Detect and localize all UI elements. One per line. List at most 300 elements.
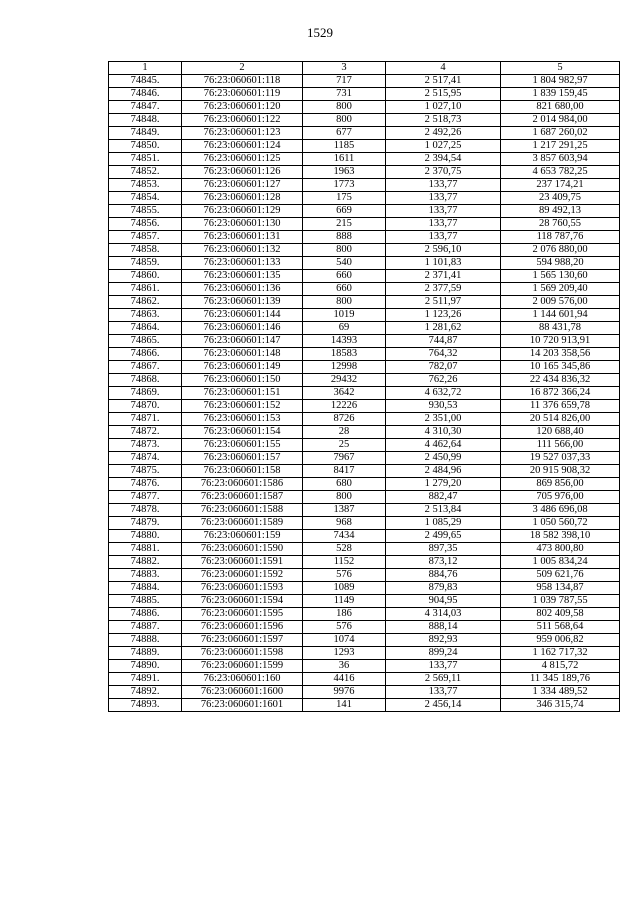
row-number-cell: 74889. bbox=[109, 647, 182, 660]
cadastral-number-cell: 76:23:060601:155 bbox=[182, 439, 303, 452]
row-number-cell: 74852. bbox=[109, 166, 182, 179]
area-cell: 1185 bbox=[303, 140, 386, 153]
cadastral-number-cell: 76:23:060601:136 bbox=[182, 283, 303, 296]
row-number-cell: 74848. bbox=[109, 114, 182, 127]
specific-value-cell: 2 450,99 bbox=[386, 452, 501, 465]
specific-value-cell: 2 596,10 bbox=[386, 244, 501, 257]
specific-value-cell: 133,77 bbox=[386, 179, 501, 192]
cadastral-value-cell: 118 787,76 bbox=[501, 231, 620, 244]
specific-value-cell: 879,83 bbox=[386, 582, 501, 595]
cadastral-number-cell: 76:23:060601:1589 bbox=[182, 517, 303, 530]
cadastral-value-cell: 28 760,55 bbox=[501, 218, 620, 231]
area-cell: 4416 bbox=[303, 673, 386, 686]
cadastral-value-cell: 1 839 159,45 bbox=[501, 88, 620, 101]
row-number-cell: 74858. bbox=[109, 244, 182, 257]
cadastral-number-cell: 76:23:060601:1593 bbox=[182, 582, 303, 595]
cadastral-number-cell: 76:23:060601:158 bbox=[182, 465, 303, 478]
table-row bbox=[109, 387, 620, 400]
area-cell: 3642 bbox=[303, 387, 386, 400]
cadastral-number-cell: 76:23:060601:131 bbox=[182, 231, 303, 244]
table-row bbox=[109, 88, 620, 101]
area-cell: 215 bbox=[303, 218, 386, 231]
row-number-cell: 74873. bbox=[109, 439, 182, 452]
specific-value-cell: 744,87 bbox=[386, 335, 501, 348]
cadastral-number-cell: 76:23:060601:1597 bbox=[182, 634, 303, 647]
specific-value-cell: 1 027,10 bbox=[386, 101, 501, 114]
table-row bbox=[109, 556, 620, 569]
table-row bbox=[109, 543, 620, 556]
cadastral-value-cell: 3 486 696,08 bbox=[501, 504, 620, 517]
specific-value-cell: 2 377,59 bbox=[386, 283, 501, 296]
row-number-cell: 74850. bbox=[109, 140, 182, 153]
specific-value-cell: 2 569,11 bbox=[386, 673, 501, 686]
specific-value-cell: 2 456,14 bbox=[386, 699, 501, 712]
table-body bbox=[109, 75, 620, 712]
specific-value-cell: 4 632,72 bbox=[386, 387, 501, 400]
specific-value-cell: 904,95 bbox=[386, 595, 501, 608]
row-number-cell: 74864. bbox=[109, 322, 182, 335]
cadastral-number-cell: 76:23:060601:150 bbox=[182, 374, 303, 387]
table-row bbox=[109, 621, 620, 634]
specific-value-cell: 2 518,73 bbox=[386, 114, 501, 127]
row-number-cell: 74849. bbox=[109, 127, 182, 140]
cadastral-value-cell: 120 688,40 bbox=[501, 426, 620, 439]
table-row bbox=[109, 530, 620, 543]
area-cell: 680 bbox=[303, 478, 386, 491]
area-cell: 669 bbox=[303, 205, 386, 218]
table-row bbox=[109, 296, 620, 309]
cadastral-value-cell: 705 976,00 bbox=[501, 491, 620, 504]
area-cell: 14393 bbox=[303, 335, 386, 348]
cadastral-number-cell: 76:23:060601:122 bbox=[182, 114, 303, 127]
area-cell: 717 bbox=[303, 75, 386, 88]
table-row bbox=[109, 127, 620, 140]
area-cell: 660 bbox=[303, 270, 386, 283]
row-number-cell: 74862. bbox=[109, 296, 182, 309]
specific-value-cell: 4 462,64 bbox=[386, 439, 501, 452]
table-row bbox=[109, 452, 620, 465]
row-number-cell: 74888. bbox=[109, 634, 182, 647]
cadastral-number-cell: 76:23:060601:1587 bbox=[182, 491, 303, 504]
cadastral-number-cell: 76:23:060601:1590 bbox=[182, 543, 303, 556]
table-row bbox=[109, 478, 620, 491]
cadastral-value-cell: 958 134,87 bbox=[501, 582, 620, 595]
row-number-cell: 74847. bbox=[109, 101, 182, 114]
row-number-cell: 74879. bbox=[109, 517, 182, 530]
specific-value-cell: 1 281,62 bbox=[386, 322, 501, 335]
cadastral-value-cell: 18 582 398,10 bbox=[501, 530, 620, 543]
column-header: 2 bbox=[182, 62, 303, 75]
area-cell: 968 bbox=[303, 517, 386, 530]
area-cell: 800 bbox=[303, 114, 386, 127]
cadastral-number-cell: 76:23:060601:147 bbox=[182, 335, 303, 348]
specific-value-cell: 782,07 bbox=[386, 361, 501, 374]
area-cell: 7434 bbox=[303, 530, 386, 543]
cadastral-value-cell: 20 915 908,32 bbox=[501, 465, 620, 478]
cadastral-value-cell: 511 568,64 bbox=[501, 621, 620, 634]
table-row bbox=[109, 140, 620, 153]
specific-value-cell: 133,77 bbox=[386, 205, 501, 218]
area-cell: 576 bbox=[303, 621, 386, 634]
area-cell: 576 bbox=[303, 569, 386, 582]
table-row bbox=[109, 647, 620, 660]
area-cell: 12226 bbox=[303, 400, 386, 413]
cadastral-value-cell: 3 857 603,94 bbox=[501, 153, 620, 166]
cadastral-number-cell: 76:23:060601:1596 bbox=[182, 621, 303, 634]
specific-value-cell: 899,24 bbox=[386, 647, 501, 660]
row-number-cell: 74857. bbox=[109, 231, 182, 244]
cadastral-value-cell: 10 165 345,86 bbox=[501, 361, 620, 374]
specific-value-cell: 1 085,29 bbox=[386, 517, 501, 530]
row-number-cell: 74882. bbox=[109, 556, 182, 569]
area-cell: 8417 bbox=[303, 465, 386, 478]
area-cell: 69 bbox=[303, 322, 386, 335]
specific-value-cell: 764,32 bbox=[386, 348, 501, 361]
specific-value-cell: 4 314,03 bbox=[386, 608, 501, 621]
area-cell: 1963 bbox=[303, 166, 386, 179]
cadastral-number-cell: 76:23:060601:151 bbox=[182, 387, 303, 400]
cadastral-value-cell: 16 872 366,24 bbox=[501, 387, 620, 400]
area-cell: 175 bbox=[303, 192, 386, 205]
cadastral-number-cell: 76:23:060601:152 bbox=[182, 400, 303, 413]
table-row bbox=[109, 205, 620, 218]
table-row bbox=[109, 101, 620, 114]
row-number-cell: 74874. bbox=[109, 452, 182, 465]
specific-value-cell: 2 499,65 bbox=[386, 530, 501, 543]
area-cell: 36 bbox=[303, 660, 386, 673]
cadastral-number-cell: 76:23:060601:1594 bbox=[182, 595, 303, 608]
cadastral-value-cell: 802 409,58 bbox=[501, 608, 620, 621]
row-number-cell: 74886. bbox=[109, 608, 182, 621]
table-row bbox=[109, 335, 620, 348]
cadastral-number-cell: 76:23:060601:132 bbox=[182, 244, 303, 257]
cadastral-number-cell: 76:23:060601:1591 bbox=[182, 556, 303, 569]
specific-value-cell: 1 279,20 bbox=[386, 478, 501, 491]
cadastral-value-cell: 4 815,72 bbox=[501, 660, 620, 673]
specific-value-cell: 2 371,41 bbox=[386, 270, 501, 283]
specific-value-cell: 2 513,84 bbox=[386, 504, 501, 517]
area-cell: 28 bbox=[303, 426, 386, 439]
table-row bbox=[109, 465, 620, 478]
area-cell: 12998 bbox=[303, 361, 386, 374]
specific-value-cell: 884,76 bbox=[386, 569, 501, 582]
specific-value-cell: 930,53 bbox=[386, 400, 501, 413]
row-number-cell: 74855. bbox=[109, 205, 182, 218]
column-header: 4 bbox=[386, 62, 501, 75]
row-number-cell: 74892. bbox=[109, 686, 182, 699]
table-row bbox=[109, 699, 620, 712]
cadastral-value-cell: 14 203 358,56 bbox=[501, 348, 620, 361]
table-row bbox=[109, 192, 620, 205]
table-row bbox=[109, 673, 620, 686]
table-row bbox=[109, 413, 620, 426]
area-cell: 1387 bbox=[303, 504, 386, 517]
row-number-cell: 74853. bbox=[109, 179, 182, 192]
cadastral-value-cell: 869 856,00 bbox=[501, 478, 620, 491]
table-row bbox=[109, 231, 620, 244]
cadastral-value-cell: 2 009 576,00 bbox=[501, 296, 620, 309]
cadastral-value-cell: 2 014 984,00 bbox=[501, 114, 620, 127]
cadastral-value-cell: 237 174,21 bbox=[501, 179, 620, 192]
area-cell: 29432 bbox=[303, 374, 386, 387]
specific-value-cell: 1 123,26 bbox=[386, 309, 501, 322]
specific-value-cell: 1 027,25 bbox=[386, 140, 501, 153]
area-cell: 540 bbox=[303, 257, 386, 270]
cadastral-value-cell: 473 800,80 bbox=[501, 543, 620, 556]
table-row bbox=[109, 491, 620, 504]
cadastral-number-cell: 76:23:060601:1588 bbox=[182, 504, 303, 517]
row-number-cell: 74877. bbox=[109, 491, 182, 504]
cadastral-value-cell: 2 076 880,00 bbox=[501, 244, 620, 257]
cadastral-value-cell: 1 162 717,32 bbox=[501, 647, 620, 660]
area-cell: 1293 bbox=[303, 647, 386, 660]
cadastral-value-cell: 1 334 489,52 bbox=[501, 686, 620, 699]
row-number-cell: 74846. bbox=[109, 88, 182, 101]
cadastral-value-cell: 1 005 834,24 bbox=[501, 556, 620, 569]
table-row bbox=[109, 634, 620, 647]
table-row bbox=[109, 283, 620, 296]
row-number-cell: 74863. bbox=[109, 309, 182, 322]
table-row bbox=[109, 244, 620, 257]
row-number-cell: 74876. bbox=[109, 478, 182, 491]
specific-value-cell: 133,77 bbox=[386, 660, 501, 673]
specific-value-cell: 133,77 bbox=[386, 192, 501, 205]
cadastral-number-cell: 76:23:060601:1586 bbox=[182, 478, 303, 491]
table-row bbox=[109, 504, 620, 517]
row-number-cell: 74856. bbox=[109, 218, 182, 231]
cadastral-number-cell: 76:23:060601:135 bbox=[182, 270, 303, 283]
cadastral-value-cell: 1 569 209,40 bbox=[501, 283, 620, 296]
row-number-cell: 74881. bbox=[109, 543, 182, 556]
row-number-cell: 74891. bbox=[109, 673, 182, 686]
row-number-cell: 74870. bbox=[109, 400, 182, 413]
area-cell: 1149 bbox=[303, 595, 386, 608]
row-number-cell: 74868. bbox=[109, 374, 182, 387]
row-number-cell: 74887. bbox=[109, 621, 182, 634]
cadastral-value-cell: 1 565 130,60 bbox=[501, 270, 620, 283]
specific-value-cell: 882,47 bbox=[386, 491, 501, 504]
table-row bbox=[109, 166, 620, 179]
cadastral-number-cell: 76:23:060601:1600 bbox=[182, 686, 303, 699]
cadastral-value-cell: 959 006,82 bbox=[501, 634, 620, 647]
cadastral-number-cell: 76:23:060601:148 bbox=[182, 348, 303, 361]
area-cell: 141 bbox=[303, 699, 386, 712]
cadastral-value-cell: 11 376 659,78 bbox=[501, 400, 620, 413]
area-cell: 800 bbox=[303, 491, 386, 504]
cadastral-value-cell: 1 050 560,72 bbox=[501, 517, 620, 530]
table-row bbox=[109, 660, 620, 673]
specific-value-cell: 892,93 bbox=[386, 634, 501, 647]
cadastral-value-cell: 11 345 189,76 bbox=[501, 673, 620, 686]
table-row bbox=[109, 517, 620, 530]
cadastral-number-cell: 76:23:060601:128 bbox=[182, 192, 303, 205]
cadastral-value-cell: 88 431,78 bbox=[501, 322, 620, 335]
area-cell: 731 bbox=[303, 88, 386, 101]
row-number-cell: 74885. bbox=[109, 595, 182, 608]
row-number-cell: 74860. bbox=[109, 270, 182, 283]
cadastral-number-cell: 76:23:060601:1592 bbox=[182, 569, 303, 582]
cadastral-value-table bbox=[108, 61, 620, 712]
table-row bbox=[109, 270, 620, 283]
cadastral-value-cell: 10 720 913,91 bbox=[501, 335, 620, 348]
row-number-cell: 74884. bbox=[109, 582, 182, 595]
area-cell: 186 bbox=[303, 608, 386, 621]
table-row bbox=[109, 426, 620, 439]
cadastral-number-cell: 76:23:060601:133 bbox=[182, 257, 303, 270]
cadastral-value-cell: 89 492,13 bbox=[501, 205, 620, 218]
row-number-cell: 74890. bbox=[109, 660, 182, 673]
table-row bbox=[109, 608, 620, 621]
row-number-cell: 74854. bbox=[109, 192, 182, 205]
area-cell: 1089 bbox=[303, 582, 386, 595]
area-cell: 18583 bbox=[303, 348, 386, 361]
specific-value-cell: 897,35 bbox=[386, 543, 501, 556]
cadastral-value-cell: 111 566,00 bbox=[501, 439, 620, 452]
table-row bbox=[109, 595, 620, 608]
table-row bbox=[109, 374, 620, 387]
specific-value-cell: 4 310,30 bbox=[386, 426, 501, 439]
cadastral-number-cell: 76:23:060601:123 bbox=[182, 127, 303, 140]
table-row bbox=[109, 569, 620, 582]
area-cell: 800 bbox=[303, 244, 386, 257]
column-header: 3 bbox=[303, 62, 386, 75]
cadastral-number-cell: 76:23:060601:146 bbox=[182, 322, 303, 335]
specific-value-cell: 2 370,75 bbox=[386, 166, 501, 179]
row-number-cell: 74880. bbox=[109, 530, 182, 543]
page-number: 1529 bbox=[307, 25, 333, 40]
specific-value-cell: 2 492,26 bbox=[386, 127, 501, 140]
cadastral-number-cell: 76:23:060601:149 bbox=[182, 361, 303, 374]
area-cell: 8726 bbox=[303, 413, 386, 426]
row-number-cell: 74845. bbox=[109, 75, 182, 88]
cadastral-number-cell: 76:23:060601:130 bbox=[182, 218, 303, 231]
cadastral-number-cell: 76:23:060601:126 bbox=[182, 166, 303, 179]
specific-value-cell: 2 351,00 bbox=[386, 413, 501, 426]
cadastral-number-cell: 76:23:060601:1598 bbox=[182, 647, 303, 660]
specific-value-cell: 2 394,54 bbox=[386, 153, 501, 166]
cadastral-value-cell: 22 434 836,32 bbox=[501, 374, 620, 387]
row-number-cell: 74872. bbox=[109, 426, 182, 439]
cadastral-number-cell: 76:23:060601:154 bbox=[182, 426, 303, 439]
area-cell: 1773 bbox=[303, 179, 386, 192]
table-row bbox=[109, 153, 620, 166]
table-row bbox=[109, 218, 620, 231]
cadastral-value-cell: 1 144 601,94 bbox=[501, 309, 620, 322]
row-number-cell: 74893. bbox=[109, 699, 182, 712]
cadastral-value-cell: 19 527 037,33 bbox=[501, 452, 620, 465]
table-row bbox=[109, 309, 620, 322]
row-number-cell: 74869. bbox=[109, 387, 182, 400]
cadastral-number-cell: 76:23:060601:1595 bbox=[182, 608, 303, 621]
table-row bbox=[109, 400, 620, 413]
cadastral-number-cell: 76:23:060601:120 bbox=[182, 101, 303, 114]
row-number-cell: 74883. bbox=[109, 569, 182, 582]
column-header: 1 bbox=[109, 62, 182, 75]
cadastral-number-cell: 76:23:060601:153 bbox=[182, 413, 303, 426]
area-cell: 7967 bbox=[303, 452, 386, 465]
cadastral-value-cell: 1 804 982,97 bbox=[501, 75, 620, 88]
cadastral-number-cell: 76:23:060601:1601 bbox=[182, 699, 303, 712]
area-cell: 660 bbox=[303, 283, 386, 296]
table-row bbox=[109, 348, 620, 361]
cadastral-value-cell: 1 039 787,55 bbox=[501, 595, 620, 608]
area-cell: 1019 bbox=[303, 309, 386, 322]
specific-value-cell: 2 515,95 bbox=[386, 88, 501, 101]
table-row bbox=[109, 439, 620, 452]
row-number-cell: 74865. bbox=[109, 335, 182, 348]
specific-value-cell: 133,77 bbox=[386, 686, 501, 699]
cadastral-value-cell: 4 653 782,25 bbox=[501, 166, 620, 179]
cadastral-number-cell: 76:23:060601:157 bbox=[182, 452, 303, 465]
area-cell: 25 bbox=[303, 439, 386, 452]
specific-value-cell: 762,26 bbox=[386, 374, 501, 387]
cadastral-number-cell: 76:23:060601:118 bbox=[182, 75, 303, 88]
area-cell: 800 bbox=[303, 296, 386, 309]
cadastral-number-cell: 76:23:060601:124 bbox=[182, 140, 303, 153]
area-cell: 888 bbox=[303, 231, 386, 244]
specific-value-cell: 1 101,83 bbox=[386, 257, 501, 270]
specific-value-cell: 873,12 bbox=[386, 556, 501, 569]
area-cell: 1152 bbox=[303, 556, 386, 569]
table-row bbox=[109, 582, 620, 595]
area-cell: 9976 bbox=[303, 686, 386, 699]
cadastral-value-cell: 1 687 260,02 bbox=[501, 127, 620, 140]
cadastral-number-cell: 76:23:060601:129 bbox=[182, 205, 303, 218]
table-row bbox=[109, 322, 620, 335]
specific-value-cell: 2 511,97 bbox=[386, 296, 501, 309]
specific-value-cell: 888,14 bbox=[386, 621, 501, 634]
cadastral-value-cell: 20 514 826,00 bbox=[501, 413, 620, 426]
row-number-cell: 74867. bbox=[109, 361, 182, 374]
cadastral-value-cell: 509 621,76 bbox=[501, 569, 620, 582]
area-cell: 1611 bbox=[303, 153, 386, 166]
row-number-cell: 74861. bbox=[109, 283, 182, 296]
row-number-cell: 74875. bbox=[109, 465, 182, 478]
area-cell: 677 bbox=[303, 127, 386, 140]
cadastral-value-cell: 346 315,74 bbox=[501, 699, 620, 712]
cadastral-value-cell: 821 680,00 bbox=[501, 101, 620, 114]
row-number-cell: 74878. bbox=[109, 504, 182, 517]
specific-value-cell: 2 484,96 bbox=[386, 465, 501, 478]
cadastral-number-cell: 76:23:060601:160 bbox=[182, 673, 303, 686]
cadastral-number-cell: 76:23:060601:144 bbox=[182, 309, 303, 322]
row-number-cell: 74866. bbox=[109, 348, 182, 361]
cadastral-number-cell: 76:23:060601:119 bbox=[182, 88, 303, 101]
area-cell: 800 bbox=[303, 101, 386, 114]
cadastral-value-cell: 1 217 291,25 bbox=[501, 140, 620, 153]
row-number-cell: 74859. bbox=[109, 257, 182, 270]
specific-value-cell: 133,77 bbox=[386, 231, 501, 244]
area-cell: 528 bbox=[303, 543, 386, 556]
specific-value-cell: 133,77 bbox=[386, 218, 501, 231]
cadastral-number-cell: 76:23:060601:125 bbox=[182, 153, 303, 166]
table-row bbox=[109, 257, 620, 270]
table-row bbox=[109, 75, 620, 88]
area-cell: 1074 bbox=[303, 634, 386, 647]
table-row bbox=[109, 686, 620, 699]
cadastral-number-cell: 76:23:060601:159 bbox=[182, 530, 303, 543]
specific-value-cell: 2 517,41 bbox=[386, 75, 501, 88]
table-row bbox=[109, 361, 620, 374]
table-row bbox=[109, 114, 620, 127]
row-number-cell: 74851. bbox=[109, 153, 182, 166]
table-header-row bbox=[109, 62, 620, 75]
column-header: 5 bbox=[501, 62, 620, 75]
cadastral-value-cell: 23 409,75 bbox=[501, 192, 620, 205]
cadastral-value-cell: 594 988,20 bbox=[501, 257, 620, 270]
cadastral-number-cell: 76:23:060601:127 bbox=[182, 179, 303, 192]
cadastral-number-cell: 76:23:060601:139 bbox=[182, 296, 303, 309]
